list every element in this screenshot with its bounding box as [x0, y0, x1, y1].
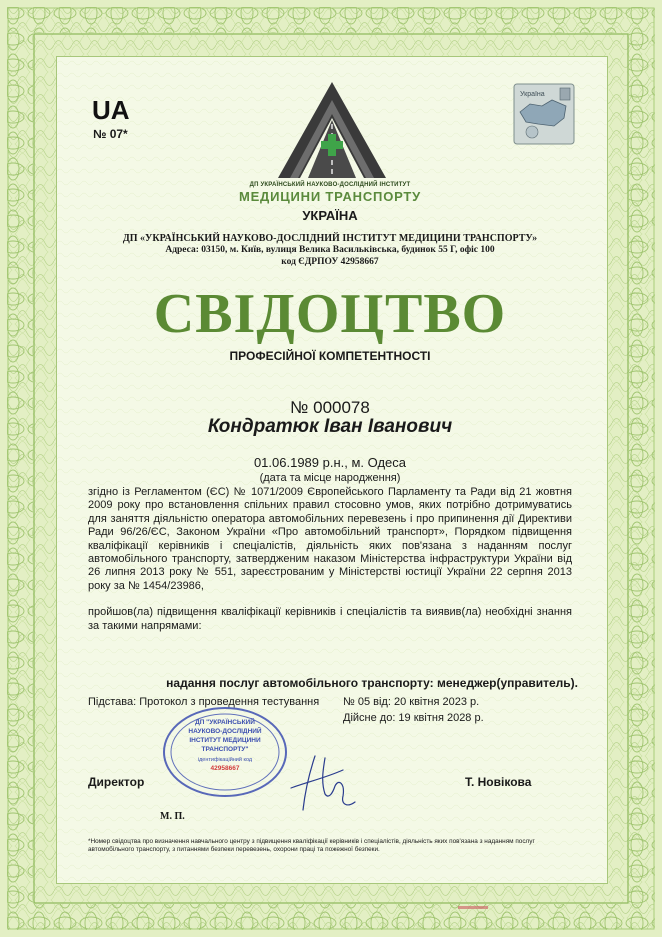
institute-name-large: МЕДИЦИНИ ТРАНСПОРТУ: [238, 189, 422, 204]
birth-info: 01.06.1989 р.н., м. Одеса: [253, 455, 407, 470]
certificate-title: СВІДОЦТВО: [153, 283, 507, 345]
legal-basis-text: згідно із Регламентом (ЄС) № 1071/2009 Європейського Парламенту та Ради від 21 жовтня 2009 року про встановлення спільних правил стосовно умов, яких потрібно дотримуватись для заняття діяльністю оператора автомобільних перевезень і про припинення дії Директиви Ради 96/26/ЄС, Законом України «Про автомобільний транспорт», Порядком підвищення кваліфікації керівників і спеціалістів, діяльність яких пов'язана з наданням послуг автомобільного транспорту, затвердженим наказом Міністерства інфраструктури України від 26 липня 2013 року № 551, зареєстрованим у Міністерстві юстиції України 22 серпня 2013 року за № 1454/23986,: [88, 486, 572, 592]
form-number: № 07*: [93, 127, 128, 141]
stamp-code: 42958667: [210, 765, 240, 772]
valid-until: Дійсне до: 19 квітня 2028 р.: [343, 712, 484, 724]
security-mark: [458, 905, 488, 910]
handwritten-signature: [285, 748, 365, 818]
stamp-line-4: ТРАНСПОРТУ": [201, 746, 249, 753]
organization-code: код ЄДРПОУ 42958667: [281, 257, 379, 267]
passed-text: пройшов(ла) підвищення кваліфікації керівників і спеціалістів та виявив(ла) необхідні знання за такими напрямами:: [88, 606, 572, 632]
director-name: Т. Новікова: [465, 775, 532, 789]
country-code: UA: [92, 95, 130, 125]
certificate-number: № 000078: [290, 398, 370, 417]
organization-address: Адреса: 03150, м. Київ, вулиця Велика Васильківська, будинок 55 Г, офіс 100: [165, 245, 495, 255]
hologram-icon: [512, 82, 576, 146]
institute-name-small: ДП УКРАЇНСЬКИЙ НАУКОВО-ДОСЛІДНИЙ ІНСТИТУТ: [249, 182, 411, 188]
footnote: *Номер свідоцтва про визначення навчального центру з підвищення кваліфікації керівників і спеціалістів, діяльність яких пов'язана з наданням послуг автомобільного транспорту, з питаннями безпеки перевезень, охорони праці та пожежної безпеки.: [88, 838, 535, 853]
organization-name: ДП «УКРАЇНСЬКИЙ НАУКОВО-ДОСЛІДНИЙ ІНСТИТУТ МЕДИЦИНИ ТРАНСПОРТУ»: [122, 233, 538, 244]
stamp-line-3: ІНСТИТУТ МЕДИЦИНИ: [189, 737, 261, 744]
seal-place-label: М. П.: [160, 811, 185, 822]
institute-logo-icon: [276, 80, 388, 180]
stamp-line-2: НАУКОВО-ДОСЛІДНИЙ: [188, 728, 262, 735]
hologram-label: Україна: [520, 91, 545, 98]
protocol-number: № 05 від: 20 квітня 2023 р.: [343, 696, 480, 708]
official-stamp: [162, 706, 288, 798]
holder-name: Кондратюк Іван Іванович: [207, 416, 453, 437]
country-name: УКРАЇНА: [302, 208, 358, 223]
stamp-line-5: ідентифікаційний код: [197, 757, 253, 763]
stamp-line-1: ДП "УКРАЇНСЬКИЙ: [195, 719, 255, 726]
director-label: Директор: [88, 775, 145, 789]
competence-direction: надання послуг автомобільного транспорту: менеджер(управитель).: [166, 676, 578, 690]
certificate-subtitle: ПРОФЕСІЙНОЇ КОМПЕТЕНТНОСТІ: [229, 349, 431, 363]
birth-info-label: (дата та місце народження): [259, 472, 401, 484]
basis-label: Підстава: Протокол з проведення тестування: [88, 696, 320, 708]
